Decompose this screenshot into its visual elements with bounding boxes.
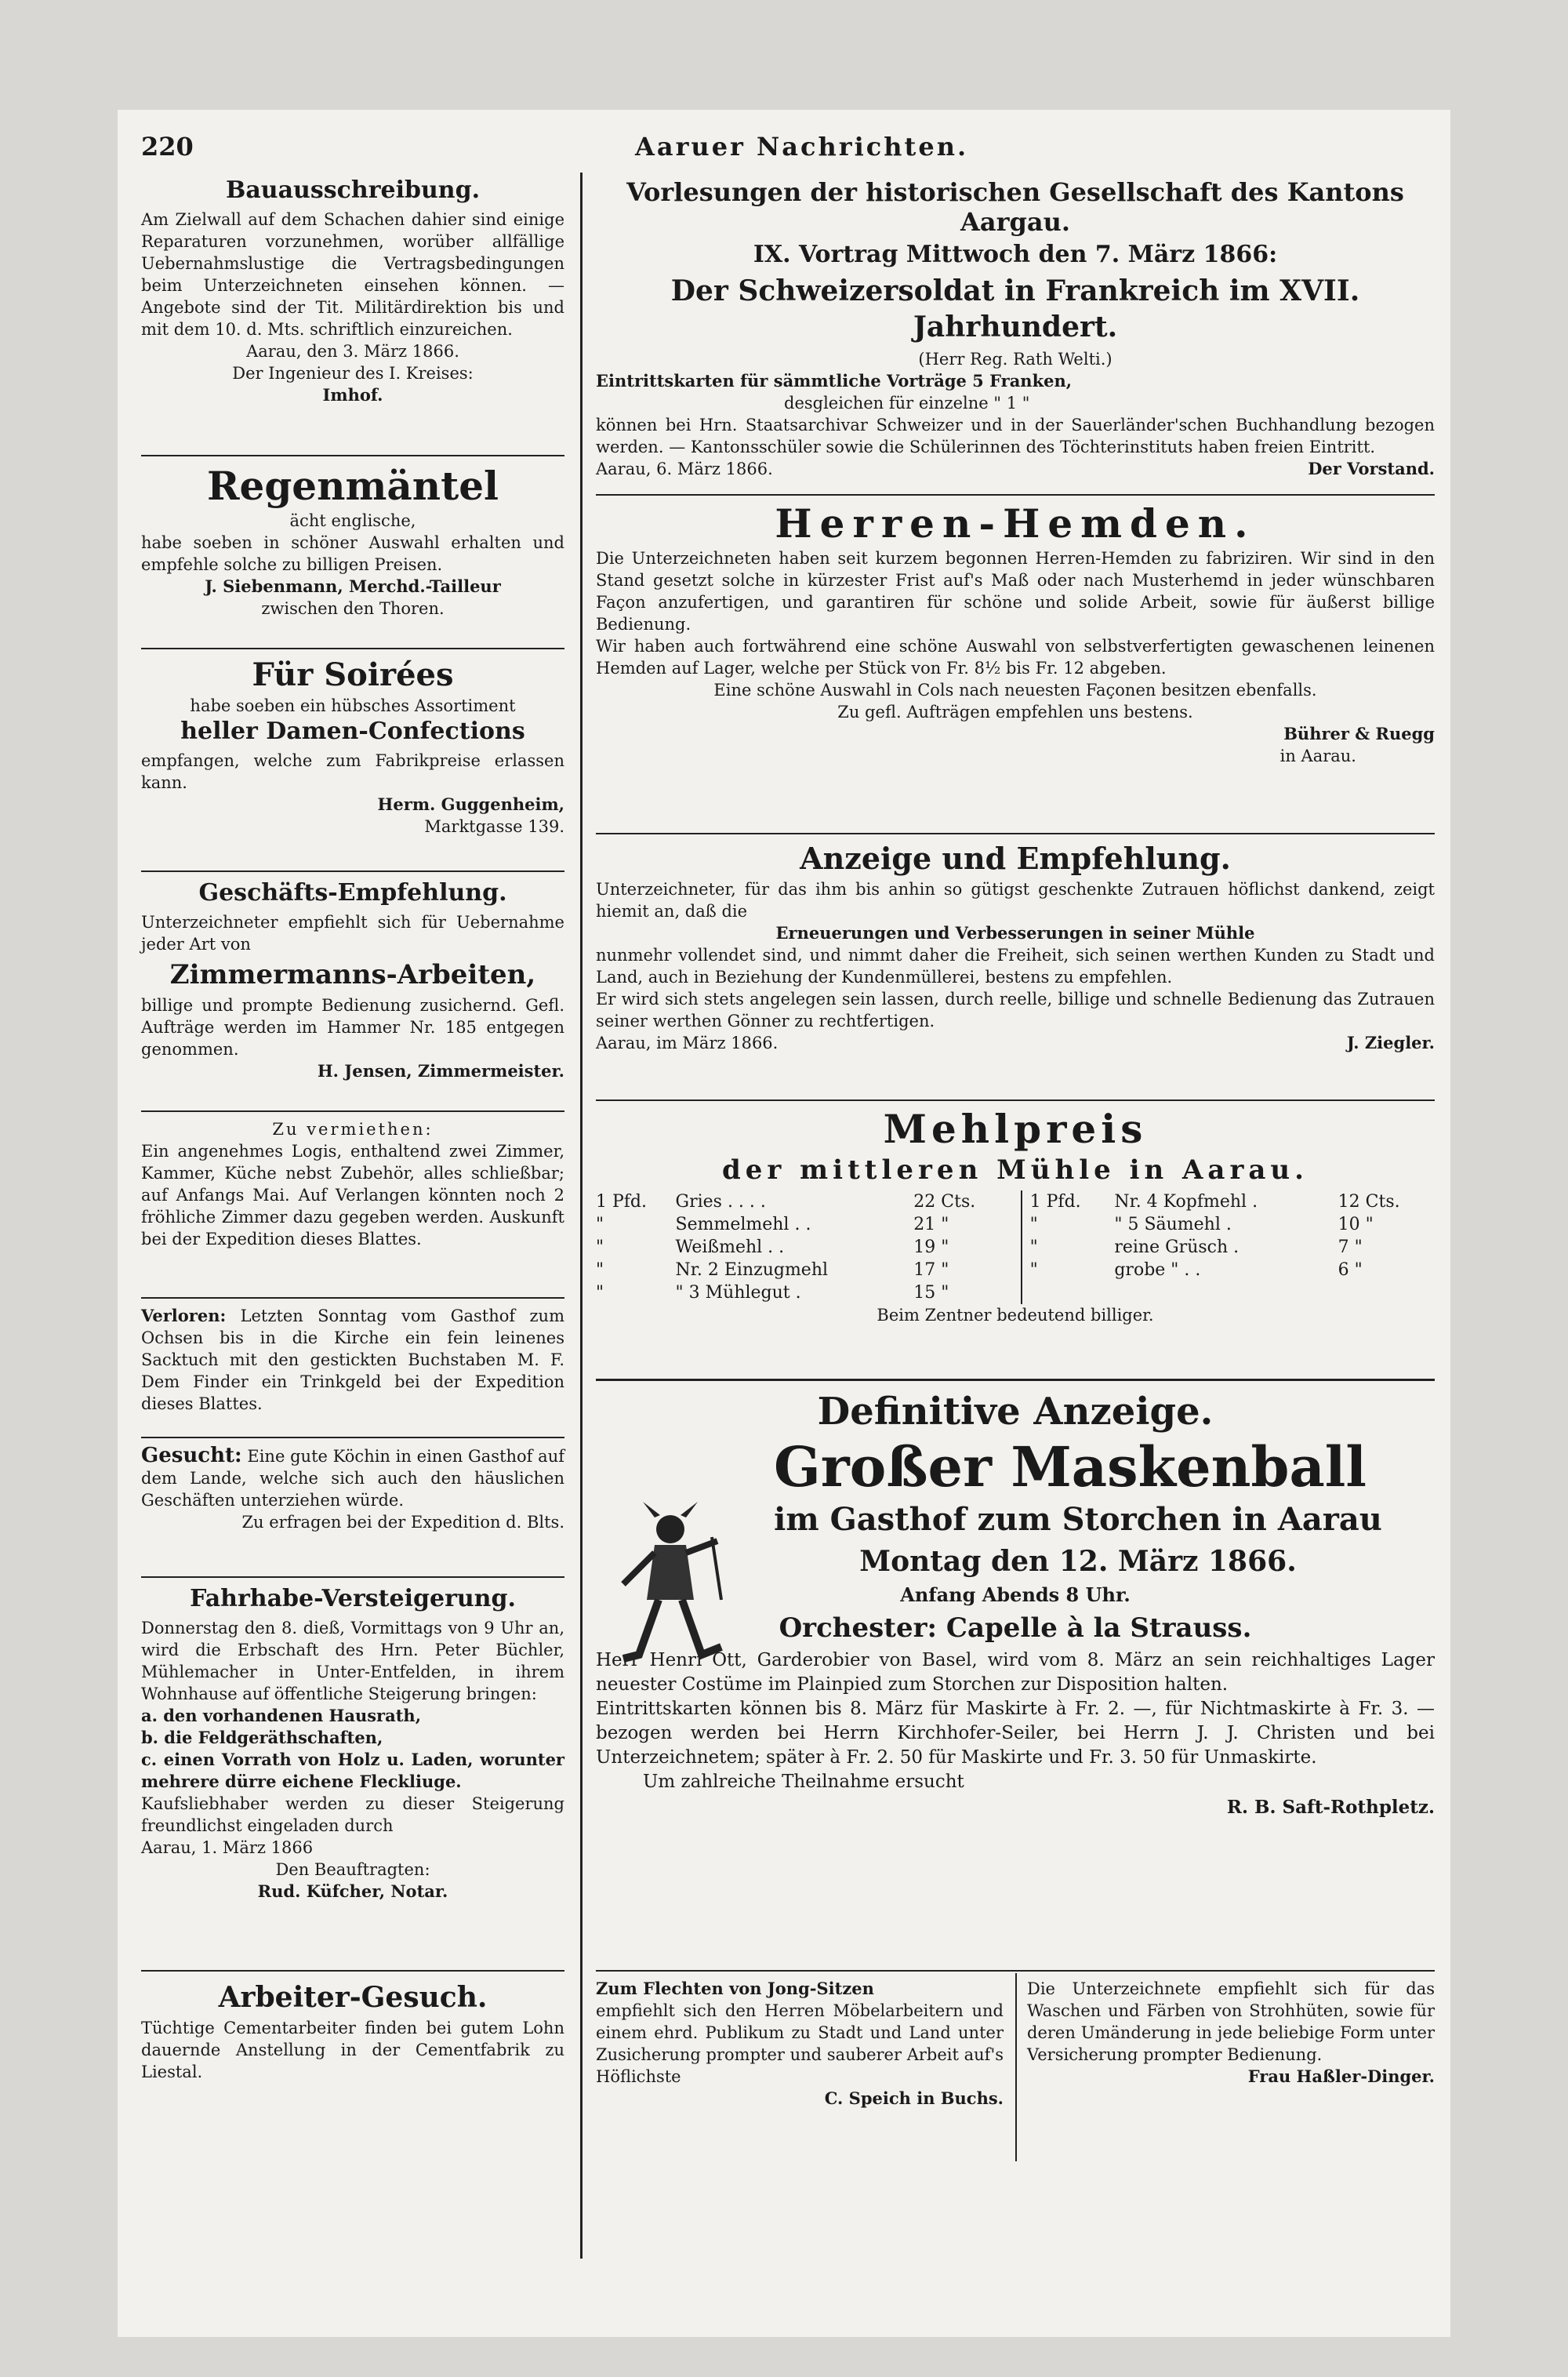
ad-body-3: Er wird sich stets angelegen sein lassen, durch reelle, billige und schnelle Bedienung das Zutrauen seiner werthen Gönner zu rechtfertigen.: [596, 990, 1435, 1030]
divider: [596, 1379, 1435, 1381]
ad-body: empfangen, welche zum Fabrikpreise erlassen kann.: [141, 751, 564, 792]
ad-signature: Der Vorstand.: [1308, 459, 1435, 478]
ad-line: habe soeben ein hübsches Assortiment: [190, 696, 516, 715]
cell: 1 Pfd.: [596, 1192, 648, 1212]
cell: ": [596, 1283, 604, 1303]
ad-signature: Frau Haßler-Dinger.: [1247, 2066, 1435, 2086]
ad-signature: Herm. Guggenheim,: [377, 794, 564, 814]
ad-item: b. die Feldgeräthschaften,: [141, 1728, 383, 1747]
ad-title: Zu vermiethen:: [272, 1120, 434, 1139]
cell: 21 ": [913, 1213, 1021, 1236]
ad-body: Die Unterzeichneten haben seit kurzem begonnen Herren-Hemden zu fabriziren. Wir sind in den Stand gesetzt solche in kürzester Frist auf's Maß oder nach Musterhemd in jeder wünschbaren Façon anzufertigen, und garantiren für schöne und solide Arbeit, sowie für äußerst billige Bedienung.: [596, 549, 1435, 634]
ad-date: Montag den 12. März 1866.: [859, 1545, 1297, 1578]
ad-title: Für Soirées: [252, 656, 454, 693]
divider: [141, 870, 564, 872]
divider: [596, 494, 1435, 496]
divider: [141, 1576, 564, 1578]
ad-body: können bei Hrn. Staatsarchivar Schweizer und in der Sauerländer'schen Buchhandlung bezogen werden. — Kantonsschüler sowie die Schülerinnen des Töchterinstituts haben freien Eintritt.: [596, 416, 1435, 456]
cell: 1 Pfd.: [1029, 1192, 1081, 1212]
cell: 10 ": [1338, 1215, 1374, 1234]
ad-body-4: Zu gefl. Aufträgen empfehlen uns bestens.: [837, 703, 1193, 721]
ad-signature-name: Rud. Küfcher, Notar.: [257, 1881, 448, 1901]
ad-soirees: [141, 656, 564, 838]
ad-title: Regenmäntel: [206, 463, 499, 509]
ad-gesucht: [141, 1445, 564, 1533]
ad-highlight: heller Damen-Confections: [180, 718, 525, 745]
cell: Gries . . . .: [675, 1192, 766, 1212]
ad-body: Unterzeichneter, für das ihm bis anhin so gütigst geschenkte Zutrauen höflichst dankend, zeigt hiemit an, daß die: [596, 880, 1435, 921]
ad-subtitle: IX. Vortrag Mittwoch den 7. März 1866:: [753, 241, 1278, 268]
ad-subtitle: der mittleren Mühle in Aarau.: [722, 1154, 1308, 1186]
ad-item: a. den vorhandenen Hausrath,: [141, 1706, 422, 1725]
divider: [141, 1437, 564, 1438]
divider: [141, 455, 564, 456]
ad-body-3: Um zahlreiche Theilnahme ersucht: [643, 1772, 964, 1792]
ad-place: im Gasthof zum Storchen in Aarau: [774, 1501, 1382, 1538]
ad-orchestra: Orchester: Capelle à la Strauss.: [779, 1612, 1252, 1644]
ad-tickets: Eintrittskarten für sämmtliche Vorträge 5 Franken,: [596, 371, 1073, 391]
cell: 15 ": [913, 1281, 1021, 1304]
ad-zu-vermiethen: [141, 1118, 564, 1250]
newspaper-page: [118, 110, 1450, 2337]
ad-title: Mehlpreis: [883, 1106, 1148, 1152]
column-rule: [580, 173, 583, 2259]
ad-date: Aarau, den 3. März 1866.: [246, 342, 459, 361]
cell: Nr. 4 Kopfmehl .: [1114, 1192, 1258, 1212]
ad-anzeige-empfehlung: [596, 839, 1435, 1054]
ad-title: Fahrhabe-Versteigerung.: [190, 1585, 516, 1612]
ad-body-2: Wir haben auch fortwährend eine schöne Auswahl von selbstverfertigten gewaschenen leinenen Hemden auf Lager, welche per Stück von Fr. 8½ bis Fr. 12 abgeben.: [596, 637, 1435, 678]
ad-signature: J. Siebenmann, Merchd.-Tailleur: [205, 576, 501, 596]
ad-signature-address: Marktgasse 139.: [424, 817, 564, 836]
cell: 12 Cts.: [1338, 1192, 1400, 1212]
ad-signature-address: zwischen den Thoren.: [261, 599, 445, 618]
cell: 19 ": [913, 1236, 1021, 1259]
ad-tickets-2: desgleichen für einzelne " 1 ": [784, 394, 1030, 413]
ad-head: Definitive Anzeige.: [817, 1390, 1214, 1434]
left-column: [141, 110, 564, 2337]
ad-title: Arbeiter-Gesuch.: [218, 1981, 488, 2014]
ad-signature: J. Ziegler.: [1346, 1033, 1435, 1052]
cell: 22 Cts.: [913, 1190, 1021, 1213]
ad-line: ächt englische,: [289, 511, 416, 530]
ad-arbeiter-gesuch: [141, 1978, 564, 2083]
ad-body: Herr Henri Ott, Garderobier von Basel, wird vom 8. März an sein reichhaltiges Lager neuester Costüme im Plainpied zum Storchen zur Disposition halten.: [596, 1650, 1435, 1695]
ad-title: Herren-Hemden.: [775, 500, 1256, 547]
divider: [141, 648, 564, 649]
ad-speaker: (Herr Reg. Rath Welti.): [918, 350, 1112, 369]
ad-body-2: nunmehr vollendet sind, und nimmt daher die Freiheit, sich seinen werthen Kunden zu Stadt und Land, auch in Beziehung der Kundenmüllerei, bestens zu empfehlen.: [596, 946, 1435, 987]
divider: [141, 1297, 564, 1299]
ad-title: Großer Maskenball: [774, 1434, 1367, 1499]
ad-title: Gesucht:: [141, 1444, 242, 1467]
ad-highlight: Zimmermanns-Arbeiten,: [169, 959, 536, 990]
ad-title: Geschäfts-Empfehlung.: [198, 879, 507, 907]
divider: [596, 833, 1435, 834]
ad-bauausschreibung: [141, 176, 564, 406]
ad-date: Aarau, im März 1866.: [596, 1034, 779, 1052]
cell: ": [1029, 1215, 1038, 1234]
ad-body-2: Kaufsliebhaber werden zu dieser Steigerung freundlichst eingeladen durch: [141, 1794, 564, 1835]
ad-item: c. einen Vorrath von Holz u. Laden, worunter mehrere dürre eichene Fleckliuge.: [141, 1750, 564, 1791]
cell: ": [1029, 1260, 1038, 1280]
cell: grobe " . .: [1114, 1260, 1201, 1280]
ad-note: Beim Zentner bedeutend billiger.: [877, 1306, 1154, 1325]
ad-title: Bauausschreibung.: [225, 176, 481, 204]
cell: ": [596, 1238, 604, 1257]
ad-verloren: [141, 1305, 564, 1415]
ad-highlight: Erneuerungen und Verbesserungen in seiner Mühle: [775, 923, 1255, 943]
ad-stroh: [1027, 1978, 1435, 2088]
ad-vortrag: [596, 177, 1435, 480]
ad-topic: Der Schweizersoldat in Frankreich im XVII. Jahrhundert.: [670, 274, 1360, 343]
ad-body: Letzten Sonntag vom Gasthof zum Ochsen bis in die Kirche ein fein leinenes Sacktuch mit den gestickten Buchstaben M. F. Dem Finder ein Trinkgeld bei der Expedition dieses Blattes.: [141, 1307, 564, 1413]
price-table: [596, 1190, 1435, 1304]
ad-herren-hemden: [596, 500, 1435, 767]
divider: [596, 1099, 1435, 1101]
divider: [596, 1970, 1435, 1972]
cell: ": [1029, 1238, 1038, 1257]
cell: " 5 Säumehl .: [1114, 1215, 1232, 1234]
ad-body: Unterzeichneter empfiehlt sich für Uebernahme jeder Art von: [141, 913, 564, 954]
ad-signature-name: Imhof.: [322, 385, 383, 405]
ad-date: Aarau, 1. März 1866: [141, 1838, 314, 1857]
ad-body: empfiehlt sich den Herren Möbelarbeitern und einem ehrd. Publikum zu Stadt und Land unter Zusicherung prompter und sauberer Arbeit auf's Höflichste: [596, 2001, 1004, 2086]
ad-signature: C. Speich in Buchs.: [824, 2088, 1004, 2108]
ad-signature: Bührer & Ruegg: [1283, 724, 1435, 743]
ad-signature: H. Jensen, Zimmermeister.: [317, 1061, 564, 1081]
cell: 17 ": [913, 1259, 1021, 1281]
ad-body-3: Eine schöne Auswahl in Cols nach neuesten Façonen besitzen ebenfalls.: [713, 681, 1317, 700]
divider: [141, 1970, 564, 1972]
ad-mehlpreis: [596, 1106, 1435, 1326]
ad-body: habe soeben in schöner Auswahl erhalten und empfehle solche zu billigen Preisen.: [141, 533, 564, 574]
ad-title: Zum Flechten von Jong-Sitzen: [596, 1979, 874, 1998]
divider: [141, 1110, 564, 1112]
ad-signature: Zu erfragen bei der Expedition d. Blts.: [241, 1513, 564, 1532]
ad-fahrhabe: [141, 1584, 564, 1903]
ad-date: Aarau, 6. März 1866.: [596, 460, 773, 478]
cell: Semmelmehl . .: [675, 1215, 811, 1234]
paper-title: Aaruer Nachrichten.: [635, 132, 969, 162]
column-rule: [1015, 1973, 1017, 2161]
ad-signature: Der Ingenieur des I. Kreises:: [232, 364, 474, 383]
ad-body: Donnerstag den 8. dieß, Vormittags von 9 Uhr an, wird die Erbschaft des Hrn. Peter Büchler, Mühlemacher in Unter-Entfelden, in ihrem Wohnhause auf öffentliche Steigerung bringen:: [141, 1619, 564, 1703]
cell: reine Grüsch .: [1114, 1238, 1240, 1257]
ad-signature: Den Beauftragten:: [275, 1860, 430, 1879]
right-column: [596, 110, 1435, 2337]
table-row: [596, 1259, 1435, 1281]
ad-body: Ein angenehmes Logis, enthaltend zwei Zimmer, Kammer, Küche nebst Zubehör, alles schließbar; auf Anfangs Mai. Auf Verlangen könnten noch 2 fröhliche Zimmer dazu gegeben werden. Auskunft bei der Expedition dieses Blattes.: [141, 1142, 564, 1248]
table-row: [596, 1213, 1435, 1236]
ad-body: Tüchtige Cementarbeiter finden bei gutem Lohn dauernde Anstellung in der Cementfabrik zu Liestal.: [141, 2019, 564, 2081]
ad-signature: R. B. Saft-Rothpletz.: [1226, 1797, 1435, 1818]
ad-title: Verloren:: [141, 1306, 227, 1325]
table-row: [596, 1281, 1435, 1304]
table-row: [596, 1236, 1435, 1259]
jester-icon: [612, 1498, 729, 1694]
ad-start: Anfang Abends 8 Uhr.: [900, 1583, 1131, 1606]
cell: Weißmehl . .: [675, 1238, 785, 1257]
page-number: 220: [141, 132, 194, 162]
ad-jong-sitzen: [596, 1978, 1004, 2110]
ad-body: Am Zielwall auf dem Schachen dahier sind einige Reparaturen vorzunehmen, worüber allfällige Uebernahmslustige die Vertragsbedingungen beim Unterzeichneten einsehen können. — Angebote sind der Tit. Militärdirektion bis und mit dem 10. d. Mts. schriftlich einzureichen.: [141, 210, 564, 339]
cell: 6 ": [1338, 1260, 1363, 1280]
ad-title: Anzeige und Empfehlung.: [800, 841, 1231, 876]
table-row: [596, 1190, 1435, 1213]
ad-signature-address: in Aarau.: [1279, 747, 1356, 765]
ad-title: Vorlesungen der historischen Gesellschaft des Kantons Aargau.: [626, 177, 1404, 237]
cell: 7 ": [1338, 1238, 1363, 1257]
ad-body-2: billige und prompte Bedienung zusichernd. Gefl. Aufträge werden im Hammer Nr. 185 entgegen genommen.: [141, 996, 564, 1059]
ad-body-2: Eintrittskarten können bis 8. März für Maskirte à Fr. 2. —, für Nichtmaskirte à Fr. 3. — bezogen werden bei Herrn Kirchhofer-Seiler, bei Herrn J. J. Christen und bei Unterzeichnetem; später à Fr. 2. 50 für Maskirte und Fr. 3. 50 für Unmaskirte.: [596, 1699, 1435, 1768]
cell: ": [596, 1215, 604, 1234]
cell: Nr. 2 Einzugmehl: [675, 1260, 829, 1280]
ad-body: Die Unterzeichnete empfiehlt sich für das Waschen und Färben von Strohhüten, sowie für deren Umänderung in jede beliebige Form unter Versicherung prompter Bedienung.: [1027, 1979, 1435, 2064]
ad-body: Eine gute Köchin in einen Gasthof auf dem Lande, welche sich auch den häuslichen Geschäften unterziehen würde.: [141, 1447, 564, 1510]
cell: " 3 Mühlegut .: [675, 1283, 801, 1303]
ad-regenmaentel: [141, 463, 564, 620]
cell: ": [596, 1260, 604, 1280]
ad-geschaefts-empfehlung: [141, 878, 564, 1082]
